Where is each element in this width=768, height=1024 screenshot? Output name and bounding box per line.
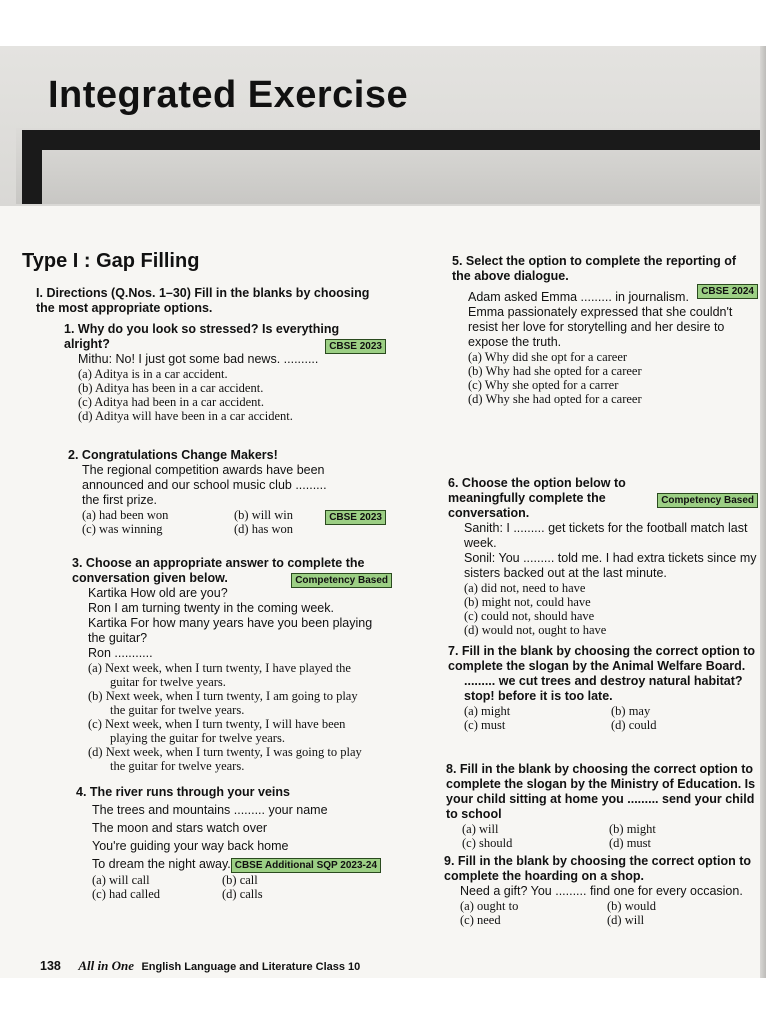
competency-badge: Competency Based [657, 493, 758, 508]
question-7: 7. Fill in the blank by choosing the correct option to complete the slogan by the Animal Welfare Board. ......... we cut trees and destroy natural habitat? stop! before it is too late. (a) might (b) may (c) must (d) could [448, 644, 755, 732]
section-heading: Type I : Gap Filling [22, 250, 200, 272]
book-title: English Language and Literature Class 10 [141, 961, 361, 973]
cbse-badge: CBSE 2023 [325, 510, 386, 525]
question-2: 2. Congratulations Change Makers! The regional competition awards have been announced and our school music club ......... the first prize. CBSE 2023 (a) had been won (b) will win (c) was winning (d) has won [68, 448, 386, 536]
header-band-bar [22, 130, 766, 150]
brand-logo: All in One [78, 958, 134, 973]
page [0, 46, 766, 978]
cbse-additional-badge: CBSE Additional SQP 2023-24 [231, 858, 381, 873]
question-9: 9. Fill in the blank by choosing the correct option to complete the hoarding on a shop. Need a gift? You ......... find one for every occasion. (a) ought to (b) would (c) need (d) will [444, 854, 751, 927]
page-edge [760, 46, 766, 978]
question-5: 5. Select the option to complete the reporting of the above dialogue. CBSE 2024 Adam asked Emma ......... in journalism. Emma passionately expressed that she couldn't resist her love for storytelling and her desire to expose the truth. (a) Why did she opt for a career (b) Why had she opted for a career (c) Why she opted for a carrer (d) Why she had opted for a career [452, 254, 758, 406]
question-8: 8. Fill in the blank by choosing the correct option to complete the slogan by the Ministry of Education. Is your child sitting at home you ......... send your child to school (a) will (b) might (c) should (d) must [446, 762, 756, 850]
competency-badge: Competency Based [291, 573, 392, 588]
page-title: Integrated Exercise [48, 74, 409, 116]
question-1: 1. Why do you look so stressed? Is everything alright? CBSE 2023 Mithu: No! I just got some bad news. .......... (a) Aditya is in a car accident. (b) Aditya has been in a car accident. (c) Aditya had been in a car accident. (d) Aditya will have been in a car accident. [64, 322, 386, 423]
question-3: 3. Choose an appropriate answer to complete the conversation given below. Competency Based Kartika How old are you? Ron I am turning twenty in the coming week. Kartika For how many years have you been playing the guitar? Ron ........... (a) Next week, when I turn twenty, I have played the guitar for twelve years. (b) Next week, when I turn twenty, I am going to play the guitar for twelve years. (c) Next week, when I turn twenty, I will have been playing the guitar for twelve years. (d) Next week, when I turn twenty, I was going to play the guitar for twelve years. [72, 556, 392, 773]
page-footer [40, 958, 360, 974]
question-4: 4. The river runs through your veins The trees and mountains ......... your name The moon and stars watch over You're guiding your way back home To dream the night away. CBSE Additional SQP 2023-24 (a) will call (b) call (c) had called (d) calls [76, 784, 392, 901]
content [0, 206, 766, 978]
question-6: 6. Choose the option below to meaningfully complete the conversation. Competency Based Sanith: I ......... get tickets for the football match last week. Sonil: You ......... told me. I had extra tickets since my sisters backed out at the last minute. (a) did not, need to have (b) might not, could have (c) could not, should have (d) would not, ought to have [448, 476, 757, 637]
page-number: 138 [40, 959, 61, 973]
cbse-badge: CBSE 2024 [697, 284, 758, 299]
directions: I. Directions (Q.Nos. 1–30) Fill in the blanks by choosing the most appropriate options. [36, 286, 370, 315]
cbse-badge: CBSE 2023 [325, 339, 386, 354]
header-band-side [22, 130, 42, 204]
